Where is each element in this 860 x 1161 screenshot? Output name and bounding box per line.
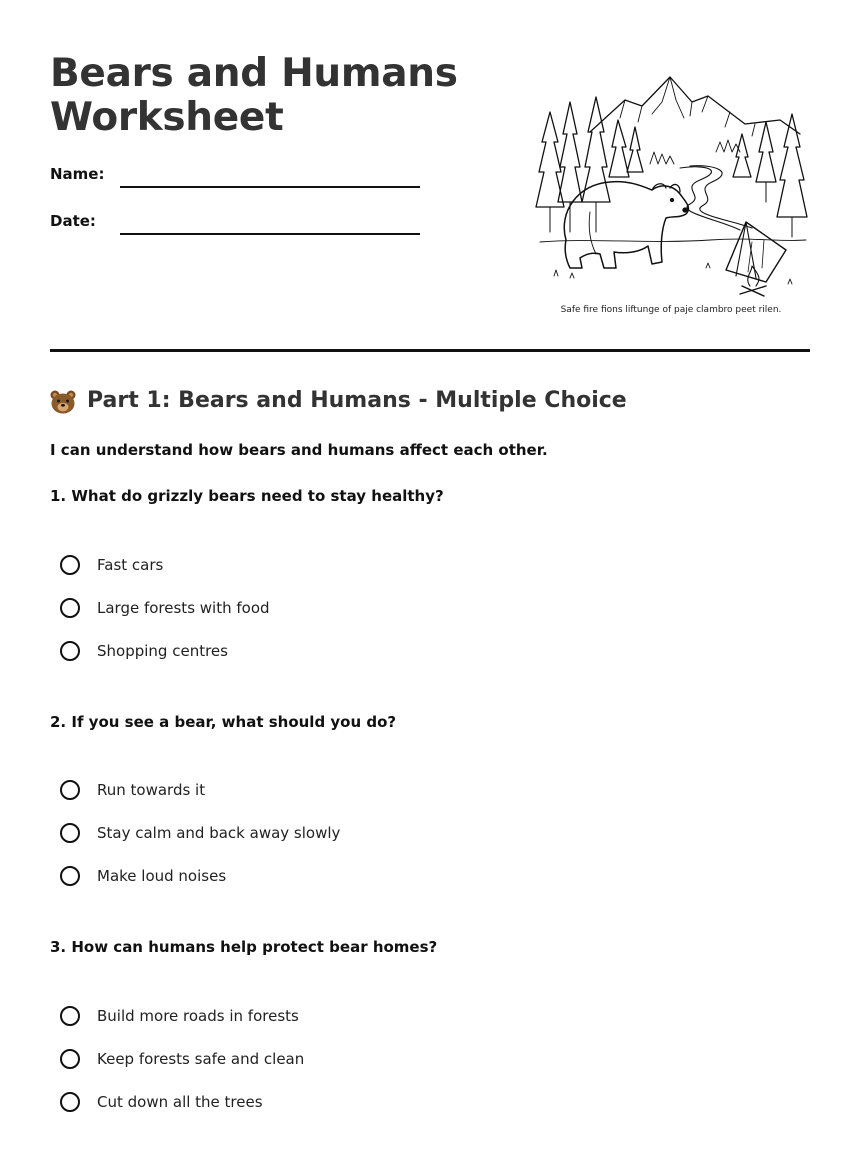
- radio-button[interactable]: [60, 823, 80, 843]
- question-3-option-3[interactable]: [60, 1089, 263, 1115]
- worksheet-title: [50, 52, 490, 140]
- radio-button[interactable]: [60, 1006, 80, 1026]
- part-1-title: [50, 388, 627, 413]
- radio-button[interactable]: [60, 1092, 80, 1112]
- option-label: Shopping centres: [97, 642, 228, 660]
- question-2: 2. If you see a bear, what should you do?: [50, 713, 397, 731]
- radio-button[interactable]: [60, 866, 80, 886]
- date-field: [50, 212, 430, 242]
- question-2-option-1[interactable]: [60, 777, 205, 803]
- radio-button[interactable]: [60, 1049, 80, 1069]
- question-2-option-3[interactable]: [60, 863, 226, 889]
- option-label: Large forests with food: [97, 599, 270, 617]
- question-2-option-2[interactable]: [60, 820, 340, 846]
- option-label: Cut down all the trees: [97, 1093, 263, 1111]
- question-1-option-1[interactable]: [60, 552, 163, 578]
- radio-button[interactable]: [60, 641, 80, 661]
- title-line-1: Bears and Humans: [50, 51, 458, 96]
- question-3-option-2[interactable]: [60, 1046, 304, 1072]
- bear-landscape-illustration: [530, 72, 812, 322]
- header-divider: [50, 349, 810, 352]
- name-field: [50, 165, 430, 195]
- option-label: Build more roads in forests: [97, 1007, 299, 1025]
- radio-button[interactable]: [60, 780, 80, 800]
- question-1-option-2[interactable]: [60, 595, 270, 621]
- bear-face-icon: [50, 390, 76, 414]
- title-line-2: Worksheet: [50, 95, 284, 140]
- name-line[interactable]: [120, 186, 420, 188]
- option-label: Fast cars: [97, 556, 164, 574]
- question-1-option-3[interactable]: [60, 638, 228, 664]
- illustration-caption: Safe fire fions liftunge of paje clambro peet rilen.: [560, 305, 782, 315]
- question-1: 1. What do grizzly bears need to stay healthy?: [50, 487, 444, 505]
- option-label: Make loud noises: [97, 867, 227, 885]
- radio-button[interactable]: [60, 598, 80, 618]
- question-3-option-1[interactable]: [60, 1003, 299, 1029]
- option-label: Run towards it: [97, 781, 206, 799]
- option-label: Stay calm and back away slowly: [97, 824, 341, 842]
- date-line[interactable]: [120, 233, 420, 235]
- option-label: Keep forests safe and clean: [97, 1050, 305, 1068]
- question-3: 3. How can humans help protect bear homes?: [50, 938, 438, 956]
- radio-button[interactable]: [60, 555, 80, 575]
- learning-objective: I can understand how bears and humans affect each other.: [50, 441, 548, 459]
- date-label: Date:: [50, 212, 96, 230]
- part-1-title-text: Part 1: Bears and Humans - Multiple Choice: [87, 388, 627, 413]
- name-label: Name:: [50, 165, 105, 183]
